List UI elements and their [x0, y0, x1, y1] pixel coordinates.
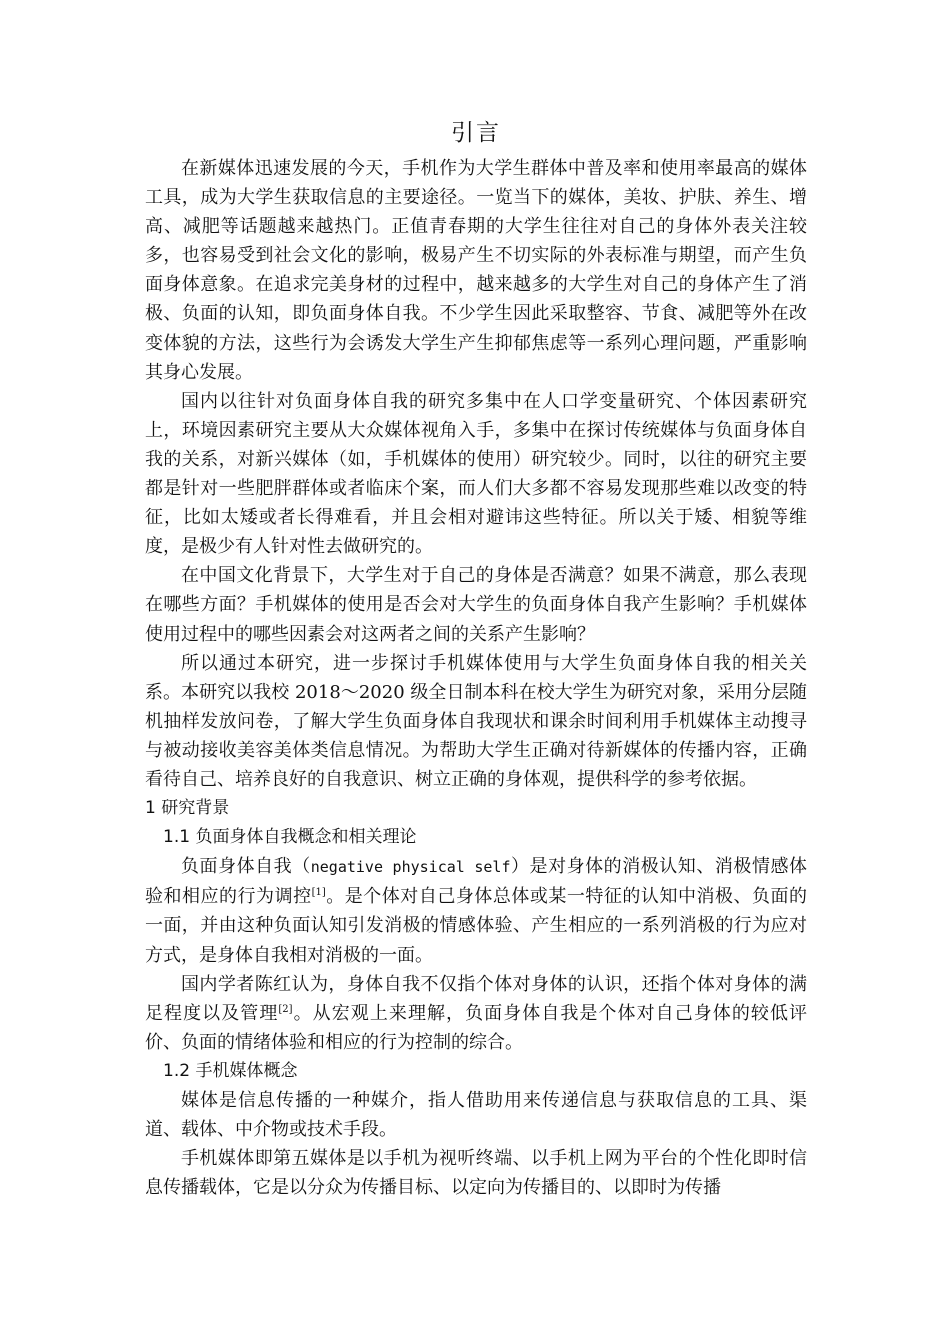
section-1-2-paragraph-2: 手机媒体即第五媒体是以手机为视听终端、以手机上网为平台的个性化即时信息传播载体，它是以分众为传播目标、以定向为传播目的、以即时为传播 [145, 1148, 807, 1199]
section-heading-1-1: 1.1 负面身体自我概念和相关理论 [163, 827, 417, 848]
intro-paragraph-2: 国内以往针对负面身体自我的研究多集中在人口学变量研究、个体因素研究上，环境因素研究主要从大众媒体视角入手，多集中在探讨传统媒体与负面身体自我的关系，对新兴媒体（如，手机媒体的使用）研究较少。同时，以往的研究主要都是针对一些肥胖群体或者临床个案，而人们大多都不容易发现那些难以改变的特征，比如太矮或者长得难看，并且会相对避讳这些特征。所以关于矮、相貌等维度，是极少有人针对性去做研究的。 [145, 390, 807, 558]
intro-paragraph-3: 在中国文化背景下，大学生对于自己的身体是否满意？如果不满意，那么表现在哪些方面？手机媒体的使用是否会对大学生的负面身体自我产生影响？手机媒体使用过程中的哪些因素会对这两者之间的关系产生影响？ [145, 565, 807, 645]
intro-paragraph-1: 在新媒体迅速发展的今天，手机作为大学生群体中普及率和使用率最高的媒体工具，成为大学生获取信息的主要途径。一览当下的媒体，美妆、护肤、养生、增高、减肥等话题越来越热门。正值青春期的大学生往往对自己的身体外表关注较多，也容易受到社会文化的影响，极易产生不切实际的外表标准与期望，而产生负面身体意象。在追求完美身材的过程中，越来越多的大学生对自己的身体产生了消极、负面的认知，即负面身体自我。不少学生因此采取整容、节食、减肥等外在改变体貌的方法，这些行为会诱发大学生产生抑郁焦虑等一系列心理问题，严重影响其身心发展。 [145, 158, 807, 383]
text-segment: 负面身体自我（ [181, 856, 311, 878]
text-segment: 。从宏观上来理解，负面身体自我是个体对自己身体的较低评价、负面的情绪体验和相应的行为控制的综合。 [145, 1002, 808, 1053]
intro-paragraph-4: 所以通过本研究，进一步探讨手机媒体使用与大学生负面身体自我的相关关系。本研究以我校 2018～2020 级全日制本科在校大学生为研究对象，采用分层随机抽样发放问卷，了解大学生负面身体自我现状和课余时间利用手机媒体主动搜寻与被动接收美容美体类信息情况。为帮助大学生正确对待新媒体的传播内容，正确看待自己、培养良好的自我意识、树立正确的身体观，提供科学的参考依据。 [145, 652, 807, 790]
text-segment: 国内学者陈红认为，身体自我不仅指个体对身体的认识，还指个体对身体的满足程度以及管理 [145, 973, 807, 1024]
document-page [145, 118, 807, 1202]
citation-ref: [1] [311, 887, 326, 899]
section-heading-1-2: 1.2 手机媒体概念 [163, 1060, 298, 1081]
text-segment: ）是对身体的消极认知、消极情感体验和相应的行为调控 [145, 856, 808, 908]
section-heading-1: 1 研究背景 [145, 798, 230, 819]
section-1-1-paragraph-1 [145, 852, 807, 969]
section-1-1-paragraph-2 [145, 970, 807, 1057]
page-title: 引言 [451, 120, 501, 146]
english-term: negative physical self [310, 858, 511, 877]
section-1-2-paragraph-1: 媒体是信息传播的一种媒介，指人借助用来传递信息与获取信息的工具、渠道、载体、中介物或技术手段。 [145, 1090, 807, 1141]
text-segment: 。是个体对自己身体总体或某一特征的认知中消极、负面的一面，并由这种负面认知引发消极的情感体验、产生相应的一系列消极的行为应对方式，是身体自我相对消极的一面。 [145, 886, 808, 966]
citation-ref: [2] [278, 1003, 293, 1015]
